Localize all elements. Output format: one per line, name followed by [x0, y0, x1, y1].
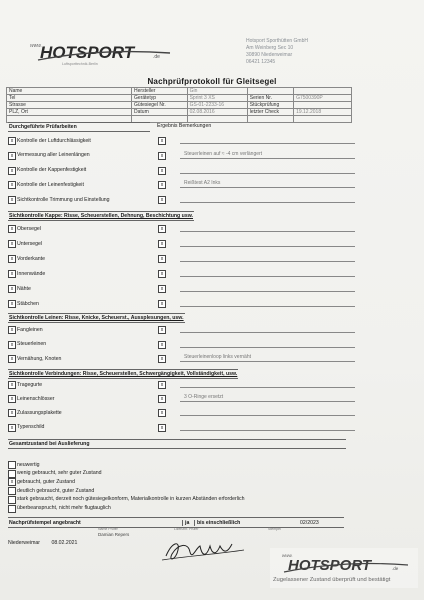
zustand-label: deutlich gebraucht, guter Zustand — [17, 487, 95, 494]
item-label: Stäbchen — [17, 300, 39, 307]
result-checkbox[interactable]: x — [158, 409, 166, 417]
svg-text:www.: www. — [282, 553, 293, 558]
checkbox[interactable]: x — [8, 341, 16, 349]
address-line: 06421 12345 — [246, 59, 276, 65]
header-row — [7, 102, 352, 109]
header-label: Hersteller — [132, 88, 188, 95]
remark-line — [180, 261, 355, 262]
zustand-label: wenig gebraucht, sehr guter Zustand — [17, 470, 102, 477]
checkbox[interactable] — [8, 505, 16, 513]
header-label: Tel — [7, 95, 132, 102]
header-label: Name — [7, 88, 132, 95]
checkbox[interactable]: x — [8, 355, 16, 363]
header-row — [7, 88, 352, 95]
checkbox[interactable]: x — [8, 381, 16, 389]
item-label: Obersegel — [17, 225, 41, 232]
result-checkbox[interactable]: x — [158, 326, 166, 334]
result-checkbox[interactable]: x — [158, 240, 166, 248]
item-label: Vermessung aller Leinenlängen — [17, 152, 90, 159]
svg-text:www.: www. — [30, 43, 42, 49]
checkbox[interactable]: x — [8, 478, 16, 486]
result-checkbox[interactable]: x — [158, 152, 166, 160]
stempel-small-label: Stempel — [268, 527, 281, 531]
ergebnis-heading: Ergebnis Bemerkungen — [157, 123, 212, 129]
remark-line — [180, 158, 355, 159]
company-stamp — [270, 548, 418, 588]
result-checkbox[interactable]: x — [158, 395, 166, 403]
item-label: Typenschild — [17, 424, 45, 431]
svg-text:HOTSPORT: HOTSPORT — [40, 43, 135, 62]
checkbox[interactable] — [8, 496, 16, 504]
header-label: letzter Check — [247, 109, 293, 116]
address-line: Hotsport Sporthütten GmbH — [246, 38, 308, 44]
header-value: G7500390P — [294, 95, 352, 102]
result-checkbox[interactable]: x — [158, 300, 166, 308]
header-value — [294, 102, 352, 109]
result-checkbox[interactable]: x — [158, 225, 166, 233]
header-value — [294, 116, 352, 123]
remark-line — [180, 415, 355, 416]
remark-line — [180, 401, 355, 402]
checkbox[interactable]: x — [8, 409, 16, 417]
checkbox[interactable] — [8, 461, 16, 469]
company-address — [246, 38, 308, 66]
header-label: PLZ, Ort — [7, 109, 132, 116]
remark-text: Steuerleinenloop links vernäht — [184, 354, 251, 360]
stamp-until-date: 02/2023 — [300, 519, 319, 526]
item-label: Vernähung, Knoten — [17, 355, 62, 362]
stamp-label: Nachprüfstempel angebracht — [9, 519, 81, 526]
place: Niederweimar — [8, 540, 40, 546]
remark-line — [180, 246, 355, 247]
checkbox[interactable]: x — [8, 255, 16, 263]
item-label: Kontrolle der Leinenfestigkeit — [17, 181, 84, 188]
item-label: Nähte — [17, 285, 31, 292]
remark-line — [180, 332, 355, 333]
header-value — [294, 88, 352, 95]
pruefer-name: Damian Repers — [98, 532, 130, 537]
header-label — [247, 116, 293, 123]
result-checkbox[interactable]: x — [158, 255, 166, 263]
item-label: Kontrolle der Kappenfestigkeit — [17, 167, 87, 174]
remark-line — [180, 291, 355, 292]
remark-line — [180, 231, 355, 232]
checkbox[interactable]: x — [8, 285, 16, 293]
result-checkbox[interactable]: x — [158, 167, 166, 175]
remark-line — [180, 347, 355, 348]
pruefer-lizenz-label: Lizenznr. Prüfer — [174, 527, 199, 531]
checkbox[interactable]: x — [8, 152, 16, 160]
stamp-until-label: bis einschließlich — [194, 520, 240, 526]
section-heading-pruefarbeiten: Durchgeführte Prüfarbeiten — [8, 122, 150, 132]
header-label: Gerätetyp — [132, 95, 188, 102]
stamp-ja: ja — [182, 520, 189, 526]
pruefer-name-label: Name Prüfer — [98, 527, 118, 531]
item-label: Zulassungsplakette — [17, 409, 62, 416]
result-checkbox[interactable]: x — [158, 196, 166, 204]
stamp-text: Zugelassener Zustand überprüft und bestätigt — [273, 577, 391, 583]
item-label: Sichtkontrolle Trimmung und Einstellung — [17, 196, 110, 203]
date: 08.02.2021 — [51, 540, 78, 546]
checkbox[interactable]: x — [8, 270, 16, 278]
header-label: Strasse — [7, 102, 132, 109]
zustand-label: neuwertig — [17, 461, 40, 468]
item-label: Untersegel — [17, 240, 43, 247]
header-value: Gin — [187, 88, 247, 95]
item-label: Vorderkante — [17, 255, 45, 262]
signature-image — [158, 534, 248, 566]
checkbox[interactable]: x — [8, 196, 16, 204]
item-label: Steuerleinen — [17, 341, 47, 347]
section-heading-kappe: Sichtkontrolle Kappe: Risse, Scheuerstellen, Dehnung, Beschichtung usw. — [9, 213, 193, 219]
svg-text:Luftsporttechnik-Berlin: Luftsporttechnik-Berlin — [62, 62, 98, 66]
remark-line — [180, 306, 355, 307]
address-line: Am Weinberg Sec 10 — [246, 45, 294, 51]
header-label: Gütesiegel Nr. — [132, 102, 188, 109]
header-value: 19.12.2018 — [294, 109, 352, 116]
remark-line — [180, 276, 355, 277]
result-checkbox[interactable]: x — [158, 270, 166, 278]
item-label: Kontrolle der Luftdurchlässigkeit — [17, 137, 91, 144]
header-label: Datum — [132, 109, 188, 116]
header-row — [7, 95, 352, 102]
remark-text: 3 O-Ringe ersetzt — [184, 394, 224, 401]
result-checkbox[interactable]: x — [158, 285, 166, 293]
remark-text: Steuerleinen auf ≈ -4 cm verlängert — [184, 150, 263, 157]
place-date — [8, 540, 77, 546]
checkbox[interactable]: x — [8, 167, 16, 175]
item-label: Leinenschlösser — [17, 395, 55, 402]
zustand-label: überbeansprucht, nicht mehr flugtauglich — [17, 505, 111, 511]
checkbox[interactable]: x — [8, 181, 16, 189]
remark-line — [180, 173, 355, 174]
checkbox[interactable] — [8, 470, 16, 478]
section-heading-gesamtzustand: Gesamtzustand bei Auslieferung — [8, 439, 346, 449]
hotsport-logo — [20, 36, 180, 66]
checkbox[interactable]: x — [8, 326, 16, 334]
svg-text:.de: .de — [392, 566, 399, 571]
result-checkbox[interactable]: x — [158, 381, 166, 389]
checkbox[interactable]: x — [8, 424, 16, 432]
remark-text: Reißtest A2 Inks — [184, 180, 221, 187]
remark-line — [180, 387, 355, 388]
checkbox[interactable]: x — [8, 225, 16, 233]
header-table — [6, 87, 352, 123]
zustand-label: stark gebraucht, derzeit noch gütesiegelkonform, Materialkontrolle in kurzen Abständen erforderlich — [17, 496, 245, 503]
checkbox[interactable]: x — [8, 240, 16, 248]
header-row — [7, 109, 352, 116]
header-value: GS-01-2233-16 — [187, 102, 247, 109]
svg-text:HOTSPORT: HOTSPORT — [288, 557, 372, 574]
checkbox[interactable] — [8, 487, 16, 495]
header-value: Sprint 3 XS — [187, 95, 247, 102]
checkbox[interactable]: x — [8, 395, 16, 403]
result-checkbox[interactable]: x — [158, 424, 166, 432]
header-value: 02.08.2016 — [187, 109, 247, 116]
document-title: Nachprüfprotokoll für Gleitsegel — [147, 77, 277, 86]
svg-text:.de: .de — [153, 54, 160, 60]
item-label: Innenwände — [17, 270, 46, 277]
header-label: Stückprüfung — [247, 102, 293, 109]
remark-line — [180, 187, 355, 188]
header-label — [247, 88, 293, 95]
checkbox[interactable]: x — [8, 300, 16, 308]
zustand-label: gebraucht, guter Zustand — [17, 478, 75, 485]
result-checkbox[interactable]: x — [158, 355, 166, 363]
stamp-logo — [274, 550, 414, 576]
item-label: Fangleinen — [17, 326, 43, 333]
header-label: Serien Nr. — [247, 95, 293, 102]
remark-line — [180, 202, 355, 203]
remark-line — [180, 430, 355, 431]
header-value — [187, 116, 247, 123]
remark-line — [180, 361, 355, 362]
item-label: Tragegurte — [17, 381, 43, 388]
result-checkbox[interactable]: x — [158, 181, 166, 189]
address-line: 30890 Niederweimar — [246, 52, 293, 58]
remark-line — [180, 143, 355, 144]
checkbox[interactable]: x — [8, 137, 16, 145]
section-heading-leinen: Sichtkontrolle Leinen: Risse, Knicke, Scheuerst., Aussplesungen, usw. — [9, 315, 184, 321]
section-heading-verbindungen: Sichtkontrolle Verbindungen: Risse, Scheuerstellen, Schwergängigkeit, Vollständigkeit, usw. — [9, 371, 238, 377]
result-checkbox[interactable]: x — [158, 137, 166, 145]
result-checkbox[interactable]: x — [158, 341, 166, 349]
